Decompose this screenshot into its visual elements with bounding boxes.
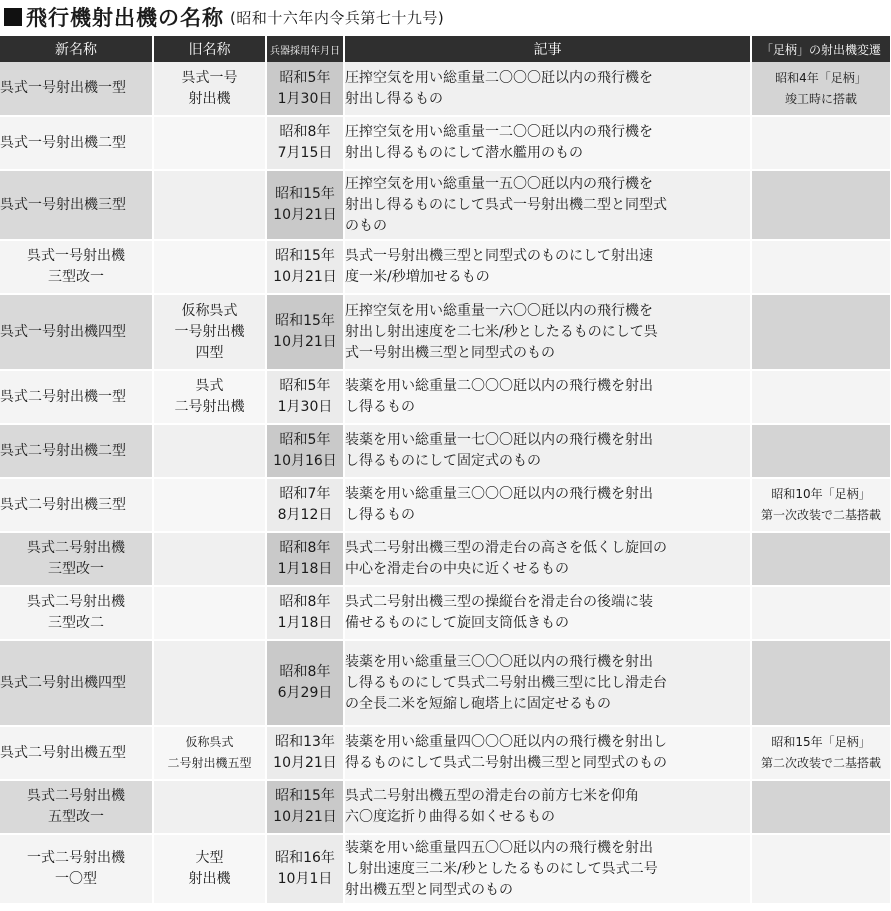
cell-memo: 装薬を用い総重量二〇〇〇瓩以内の飛行機を射出 し得るもの — [344, 370, 751, 424]
cell-memo: 装薬を用い総重量三〇〇〇瓩以内の飛行機を射出 し得るものにして呉式二号射出機三型に比し滑走台 の全長二米を短縮し砲塔上に固定せるもの — [344, 640, 751, 726]
header-ashigara: 「足柄」の射出機変遷 — [751, 36, 891, 62]
cell-memo: 圧搾空気を用い総重量一六〇〇瓩以内の飛行機を 射出し射出速度を二七米/秒としたるものにして呉 式一号射出機三型と同型式のもの — [344, 294, 751, 370]
header-old-name: 旧名称 — [153, 36, 266, 62]
cell-new-name: 呉式二号射出機 三型改二 — [0, 586, 153, 640]
cell-memo: 圧搾空気を用い総重量一五〇〇瓩以内の飛行機を 射出し得るものにして呉式一号射出機二型と同型式 のもの — [344, 170, 751, 240]
cell-old-name — [153, 586, 266, 640]
cell-memo: 呉式二号射出機三型の滑走台の高さを低くし旋回の 中心を滑走台の中央に近くせるもの — [344, 532, 751, 586]
cell-ashigara — [751, 116, 891, 170]
cell-ashigara — [751, 170, 891, 240]
cell-new-name: 呉式一号射出機 三型改一 — [0, 240, 153, 294]
cell-old-name: 呉式 二号射出機 — [153, 370, 266, 424]
cell-ashigara: 昭和4年「足柄」 竣工時に搭載 — [751, 62, 891, 116]
table-row — [0, 116, 891, 170]
cell-adopted-date: 昭和15年 10月21日 — [266, 240, 344, 294]
cell-new-name: 呉式二号射出機五型 — [0, 726, 153, 780]
cell-new-name: 一式二号射出機 一〇型 — [0, 834, 153, 904]
title-bar — [0, 0, 891, 34]
header-new-name: 新名称 — [0, 36, 153, 62]
table-row — [0, 294, 891, 370]
cell-ashigara — [751, 640, 891, 726]
cell-ashigara — [751, 780, 891, 834]
cell-memo: 呉式一号射出機三型と同型式のものにして射出速 度一米/秒増加せるもの — [344, 240, 751, 294]
cell-old-name: 仮称呉式 一号射出機 四型 — [153, 294, 266, 370]
title-square-mark — [4, 8, 22, 26]
cell-memo: 圧搾空気を用い総重量一二〇〇瓩以内の飛行機を 射出し得るものにして潜水艦用のもの — [344, 116, 751, 170]
cell-ashigara — [751, 532, 891, 586]
table-row — [0, 586, 891, 640]
cell-old-name — [153, 532, 266, 586]
page-subtitle: (昭和十六年内令兵第七十九号) — [230, 8, 445, 27]
cell-memo: 圧搾空気を用い総重量二〇〇〇瓩以内の飛行機を 射出し得るもの — [344, 62, 751, 116]
table-row — [0, 424, 891, 478]
cell-new-name: 呉式一号射出機三型 — [0, 170, 153, 240]
cell-ashigara — [751, 834, 891, 904]
cell-adopted-date: 昭和15年 10月21日 — [266, 294, 344, 370]
table-row — [0, 478, 891, 532]
cell-old-name: 大型 射出機 — [153, 834, 266, 904]
cell-ashigara — [751, 240, 891, 294]
cell-adopted-date: 昭和8年 7月15日 — [266, 116, 344, 170]
cell-new-name: 呉式一号射出機二型 — [0, 116, 153, 170]
table-row — [0, 640, 891, 726]
cell-adopted-date: 昭和15年 10月21日 — [266, 780, 344, 834]
cell-new-name: 呉式二号射出機一型 — [0, 370, 153, 424]
table-row — [0, 532, 891, 586]
cell-ashigara — [751, 294, 891, 370]
cell-adopted-date: 昭和8年 1月18日 — [266, 532, 344, 586]
cell-memo: 呉式二号射出機五型の滑走台の前方七米を仰角 六〇度迄折り曲得る如くせるもの — [344, 780, 751, 834]
cell-ashigara — [751, 370, 891, 424]
cell-adopted-date: 昭和5年 1月30日 — [266, 370, 344, 424]
table-header-row — [0, 36, 891, 62]
cell-new-name: 呉式二号射出機三型 — [0, 478, 153, 532]
cell-ashigara — [751, 586, 891, 640]
cell-memo: 装薬を用い総重量一七〇〇瓩以内の飛行機を射出 し得るものにして固定式のもの — [344, 424, 751, 478]
cell-old-name: 仮称呉式 二号射出機五型 — [153, 726, 266, 780]
cell-memo: 装薬を用い総重量四〇〇〇瓩以内の飛行機を射出し 得るものにして呉式二号射出機三型と同型式のもの — [344, 726, 751, 780]
page-title: 飛行機射出機の名称 — [26, 6, 224, 30]
cell-new-name: 呉式二号射出機 五型改一 — [0, 780, 153, 834]
cell-adopted-date: 昭和8年 1月18日 — [266, 586, 344, 640]
cell-adopted-date: 昭和13年 10月21日 — [266, 726, 344, 780]
cell-old-name — [153, 170, 266, 240]
cell-old-name — [153, 478, 266, 532]
cell-memo: 呉式二号射出機三型の操縦台を滑走台の後端に装 備せるものにして旋回支筒低きもの — [344, 586, 751, 640]
cell-old-name — [153, 116, 266, 170]
cell-adopted-date: 昭和7年 8月12日 — [266, 478, 344, 532]
catapult-table — [0, 36, 891, 905]
cell-old-name — [153, 424, 266, 478]
cell-adopted-date: 昭和8年 6月29日 — [266, 640, 344, 726]
table-row — [0, 170, 891, 240]
cell-memo: 装薬を用い総重量四五〇〇瓩以内の飛行機を射出 し射出速度三二米/秒としたるものにして呉式二号 射出機五型と同型式のもの — [344, 834, 751, 904]
cell-adopted-date: 昭和15年 10月21日 — [266, 170, 344, 240]
cell-new-name: 呉式二号射出機四型 — [0, 640, 153, 726]
header-memo: 記事 — [344, 36, 751, 62]
table-row — [0, 726, 891, 780]
cell-adopted-date: 昭和5年 1月30日 — [266, 62, 344, 116]
cell-adopted-date: 昭和5年 10月16日 — [266, 424, 344, 478]
cell-ashigara — [751, 424, 891, 478]
table-row — [0, 834, 891, 904]
cell-old-name: 呉式一号 射出機 — [153, 62, 266, 116]
cell-old-name — [153, 240, 266, 294]
cell-new-name: 呉式二号射出機 三型改一 — [0, 532, 153, 586]
table-row — [0, 370, 891, 424]
cell-ashigara: 昭和15年「足柄」 第二次改装で二基搭載 — [751, 726, 891, 780]
cell-old-name — [153, 780, 266, 834]
cell-new-name: 呉式一号射出機一型 — [0, 62, 153, 116]
header-adopted-date: 兵器採用年月日 — [266, 36, 344, 62]
cell-old-name — [153, 640, 266, 726]
cell-memo: 装薬を用い総重量三〇〇〇瓩以内の飛行機を射出 し得るもの — [344, 478, 751, 532]
cell-adopted-date: 昭和16年 10月1日 — [266, 834, 344, 904]
table-row — [0, 62, 891, 116]
cell-new-name: 呉式一号射出機四型 — [0, 294, 153, 370]
table-row — [0, 240, 891, 294]
cell-new-name: 呉式二号射出機二型 — [0, 424, 153, 478]
cell-ashigara: 昭和10年「足柄」 第一次改装で二基搭載 — [751, 478, 891, 532]
table-row — [0, 780, 891, 834]
